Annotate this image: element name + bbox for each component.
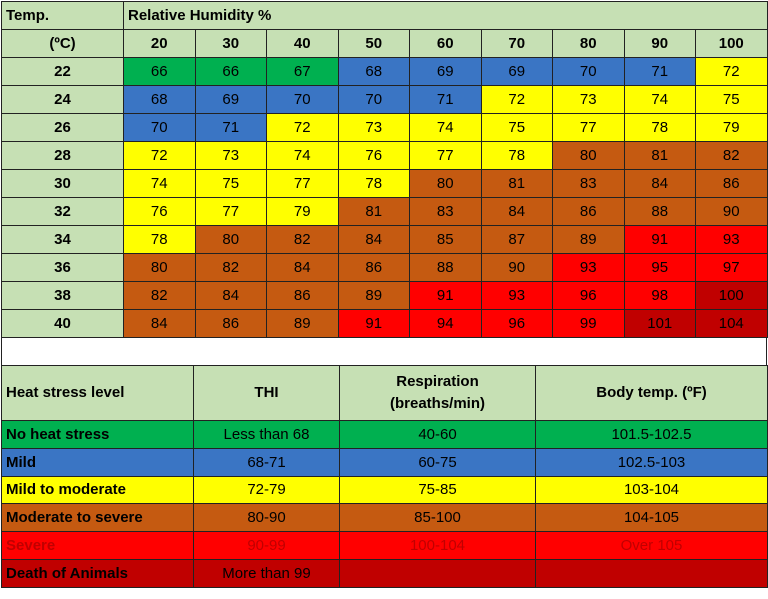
temp-label-28: 28 (2, 142, 124, 170)
legend-level: Death of Animals (2, 559, 194, 587)
thi-cell: 100 (696, 282, 768, 310)
thi-cell: 73 (195, 142, 267, 170)
corner-unit-label: (ºC) (2, 30, 124, 58)
legend-body-temp: 104-105 (536, 504, 768, 532)
legend-thi: 90-99 (194, 532, 340, 560)
thi-row-24 (2, 86, 768, 114)
thi-cell: 73 (338, 114, 410, 142)
thi-cell: 76 (338, 142, 410, 170)
thi-cell: 85 (410, 226, 482, 254)
thi-row-30 (2, 170, 768, 198)
thi-cell: 88 (410, 254, 482, 282)
temp-label-24: 24 (2, 86, 124, 114)
thi-row-32 (2, 198, 768, 226)
legend-thi: 68-71 (194, 448, 340, 476)
thi-cell: 77 (410, 142, 482, 170)
thi-cell: 71 (624, 58, 696, 86)
thi-cell: 84 (338, 226, 410, 254)
legend-level: Severe (2, 532, 194, 560)
thi-cell: 66 (124, 58, 196, 86)
legend-header-level: Heat stress level (2, 366, 194, 421)
humidity-col-100: 100 (696, 30, 768, 58)
temp-label-32: 32 (2, 198, 124, 226)
thi-cell: 86 (553, 198, 625, 226)
thi-cell: 78 (624, 114, 696, 142)
thi-cell: 69 (481, 58, 553, 86)
legend-header-respiration (340, 366, 536, 421)
legend-body-temp: 101.5-102.5 (536, 421, 768, 449)
thi-cell: 90 (696, 198, 768, 226)
humidity-group-label: Relative Humidity % (124, 2, 768, 30)
legend-header-row (2, 366, 768, 421)
thi-cell: 72 (481, 86, 553, 114)
humidity-col-60: 60 (410, 30, 482, 58)
thi-cell: 91 (338, 310, 410, 338)
thi-row-26 (2, 114, 768, 142)
legend-row (2, 532, 768, 560)
thi-cell: 86 (338, 254, 410, 282)
legend-row (2, 448, 768, 476)
legend-row (2, 559, 768, 587)
thi-cell: 83 (410, 198, 482, 226)
thi-cell: 84 (267, 254, 339, 282)
thi-cell: 96 (481, 310, 553, 338)
thi-cell: 80 (553, 142, 625, 170)
thi-cell: 91 (624, 226, 696, 254)
humidity-col-70: 70 (481, 30, 553, 58)
thi-cell: 82 (696, 142, 768, 170)
thi-cell: 84 (624, 170, 696, 198)
thi-cell: 80 (410, 170, 482, 198)
humidity-col-30: 30 (195, 30, 267, 58)
thi-cell: 86 (195, 310, 267, 338)
thi-cell: 75 (195, 170, 267, 198)
corner-temp-label: Temp. (2, 2, 124, 30)
thi-cell: 66 (195, 58, 267, 86)
thi-cell: 72 (124, 142, 196, 170)
thi-row-28 (2, 142, 768, 170)
thi-cell: 87 (481, 226, 553, 254)
thi-cell: 93 (553, 254, 625, 282)
thi-cell: 77 (553, 114, 625, 142)
legend-respiration: 100-104 (340, 532, 536, 560)
legend-level: No heat stress (2, 421, 194, 449)
thi-table (1, 1, 768, 338)
temp-label-36: 36 (2, 254, 124, 282)
thi-cell: 70 (124, 114, 196, 142)
respiration-line2: (breaths/min) (389, 395, 485, 412)
thi-cell: 101 (624, 310, 696, 338)
legend-header-body-temp: Body temp. (ºF) (536, 366, 768, 421)
legend-thi: More than 99 (194, 559, 340, 587)
legend-thi: 80-90 (194, 504, 340, 532)
thi-row-40 (2, 310, 768, 338)
thi-row-38 (2, 282, 768, 310)
thi-cell: 72 (267, 114, 339, 142)
legend-level: Mild (2, 448, 194, 476)
thi-cell: 74 (410, 114, 482, 142)
thi-cell: 81 (481, 170, 553, 198)
thi-cell: 70 (553, 58, 625, 86)
thi-cell: 94 (410, 310, 482, 338)
thi-cell: 70 (338, 86, 410, 114)
thi-cell: 83 (553, 170, 625, 198)
thi-cell: 72 (696, 58, 768, 86)
thi-cell: 81 (624, 142, 696, 170)
humidity-col-20: 20 (124, 30, 196, 58)
thi-cell: 77 (195, 198, 267, 226)
legend-respiration (340, 559, 536, 587)
humidity-col-90: 90 (624, 30, 696, 58)
thi-cell: 98 (624, 282, 696, 310)
legend-body-temp (536, 559, 768, 587)
thi-cell: 68 (124, 86, 196, 114)
thi-cell: 75 (696, 86, 768, 114)
thi-cell: 77 (267, 170, 339, 198)
thi-cell: 68 (338, 58, 410, 86)
legend-row (2, 421, 768, 449)
thi-cell: 89 (267, 310, 339, 338)
thi-cell: 93 (696, 226, 768, 254)
thi-cell: 82 (124, 282, 196, 310)
thi-row-34 (2, 226, 768, 254)
legend-respiration: 40-60 (340, 421, 536, 449)
legend-row (2, 504, 768, 532)
thi-cell: 67 (267, 58, 339, 86)
table-spacer (1, 338, 767, 365)
header-row-humidity (2, 30, 768, 58)
thi-cell: 86 (696, 170, 768, 198)
thi-cell: 73 (553, 86, 625, 114)
thi-cell: 95 (624, 254, 696, 282)
thi-cell: 99 (553, 310, 625, 338)
thi-cell: 78 (481, 142, 553, 170)
humidity-col-40: 40 (267, 30, 339, 58)
thi-row-36 (2, 254, 768, 282)
thi-cell: 82 (267, 226, 339, 254)
thi-cell: 78 (124, 226, 196, 254)
thi-cell: 88 (624, 198, 696, 226)
thi-cell: 90 (481, 254, 553, 282)
thi-cell: 69 (195, 86, 267, 114)
thi-cell: 80 (195, 226, 267, 254)
thi-table-body (2, 2, 768, 338)
legend-body (2, 366, 768, 588)
legend-respiration: 60-75 (340, 448, 536, 476)
thi-cell: 79 (696, 114, 768, 142)
thi-cell: 69 (410, 58, 482, 86)
legend-level: Mild to moderate (2, 476, 194, 504)
legend-header-thi: THI (194, 366, 340, 421)
temp-label-40: 40 (2, 310, 124, 338)
header-row-top (2, 2, 768, 30)
legend-thi: Less than 68 (194, 421, 340, 449)
legend-level: Moderate to severe (2, 504, 194, 532)
thi-cell: 97 (696, 254, 768, 282)
thi-cell: 84 (124, 310, 196, 338)
thi-cell: 84 (195, 282, 267, 310)
temp-label-26: 26 (2, 114, 124, 142)
heat-stress-legend-table (1, 365, 768, 588)
temp-label-22: 22 (2, 58, 124, 86)
thi-cell: 80 (124, 254, 196, 282)
thi-cell: 76 (124, 198, 196, 226)
thi-cell: 82 (195, 254, 267, 282)
temp-label-34: 34 (2, 226, 124, 254)
thi-cell: 79 (267, 198, 339, 226)
thi-cell: 81 (338, 198, 410, 226)
thi-cell: 86 (267, 282, 339, 310)
temp-label-30: 30 (2, 170, 124, 198)
thi-cell: 104 (696, 310, 768, 338)
thi-cell: 71 (195, 114, 267, 142)
legend-row (2, 476, 768, 504)
thi-cell: 89 (553, 226, 625, 254)
thi-cell: 91 (410, 282, 482, 310)
thi-cell: 74 (124, 170, 196, 198)
temp-label-38: 38 (2, 282, 124, 310)
thi-cell: 74 (267, 142, 339, 170)
legend-body-temp: 102.5-103 (536, 448, 768, 476)
thi-cell: 84 (481, 198, 553, 226)
respiration-line1: Respiration (396, 373, 479, 390)
legend-thi: 72-79 (194, 476, 340, 504)
legend-respiration: 75-85 (340, 476, 536, 504)
thi-cell: 70 (267, 86, 339, 114)
thi-cell: 74 (624, 86, 696, 114)
thi-cell: 96 (553, 282, 625, 310)
legend-respiration: 85-100 (340, 504, 536, 532)
thi-cell: 93 (481, 282, 553, 310)
thi-cell: 78 (338, 170, 410, 198)
thi-cell: 75 (481, 114, 553, 142)
legend-body-temp: 103-104 (536, 476, 768, 504)
thi-cell: 89 (338, 282, 410, 310)
humidity-col-80: 80 (553, 30, 625, 58)
thi-row-22 (2, 58, 768, 86)
legend-body-temp: Over 105 (536, 532, 768, 560)
humidity-col-50: 50 (338, 30, 410, 58)
thi-cell: 71 (410, 86, 482, 114)
